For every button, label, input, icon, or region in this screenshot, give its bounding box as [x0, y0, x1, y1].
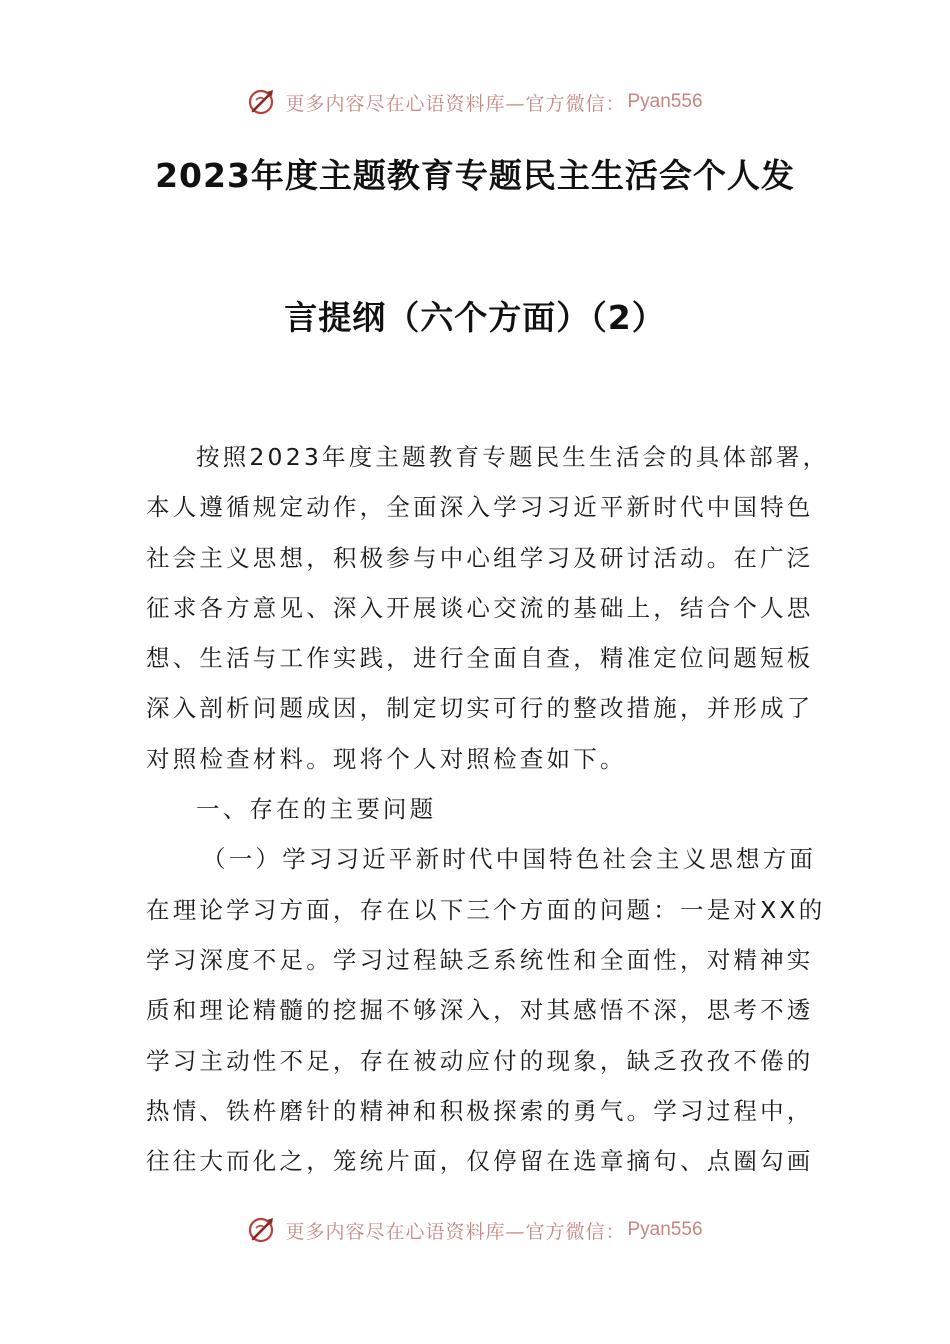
watermark-wechat-id: Pyan556: [627, 91, 703, 112]
body-line: 社会主义思想，积极参与中心组学习及研讨活动。在广泛: [146, 543, 814, 572]
body-line: 往往大而化之，笼统片面，仅停留在选章摘句、点圈勾画: [146, 1147, 814, 1176]
pen-logo-icon: [247, 87, 277, 117]
body-line: 本人遵循规定动作，全面深入学习习近平新时代中国特色: [146, 493, 814, 522]
watermark-footer: [0, 1210, 950, 1250]
body-line: 在理论学习方面，存在以下三个方面的问题：一是对XX的: [146, 895, 826, 924]
document-title-line-1: 2023年度主题教育专题民主生活会个人发: [155, 156, 795, 195]
document-body: [146, 432, 830, 1186]
body-line: 深入剖析问题成因，制定切实可行的整改措施，并形成了: [146, 694, 814, 723]
watermark-text: 更多内容尽在心语资料库—官方微信：: [285, 92, 626, 115]
body-line: 征求各方意见、深入开展谈心交流的基础上，结合个人思: [146, 593, 814, 622]
body-line: 按照2023年度主题教育专题民生生活会的具体部署，: [196, 443, 830, 471]
body-line: 热情、铁杵磨针的精神和积极探索的勇气。学习过程中，: [146, 1096, 814, 1125]
body-line: 想、生活与工作实践，进行全面自查，精准定位问题短板: [146, 644, 814, 673]
document-title-line-2: 言提纲（六个方面）（2）: [284, 298, 666, 337]
body-line: 质和理论精髓的挖掘不够深入，对其感悟不深，思考不透: [146, 996, 814, 1025]
watermark-wechat-id: Pyan556: [627, 1219, 703, 1240]
body-line: 对照检查材料。现将个人对照检查如下。: [146, 744, 627, 773]
body-line: 学习主动性不足，存在被动应付的现象，缺乏孜孜不倦的: [146, 1046, 814, 1075]
watermark-text: 更多内容尽在心语资料库—官方微信：: [285, 1220, 626, 1243]
watermark-header: [0, 82, 950, 122]
section-heading: 一、存在的主要问题: [196, 795, 437, 824]
pen-logo-icon: [247, 1215, 277, 1245]
body-line: 学习深度不足。学习过程缺乏系统性和全面性，对精神实: [146, 945, 814, 974]
subsection-heading: （一）学习习近平新时代中国特色社会主义思想方面: [202, 845, 817, 874]
